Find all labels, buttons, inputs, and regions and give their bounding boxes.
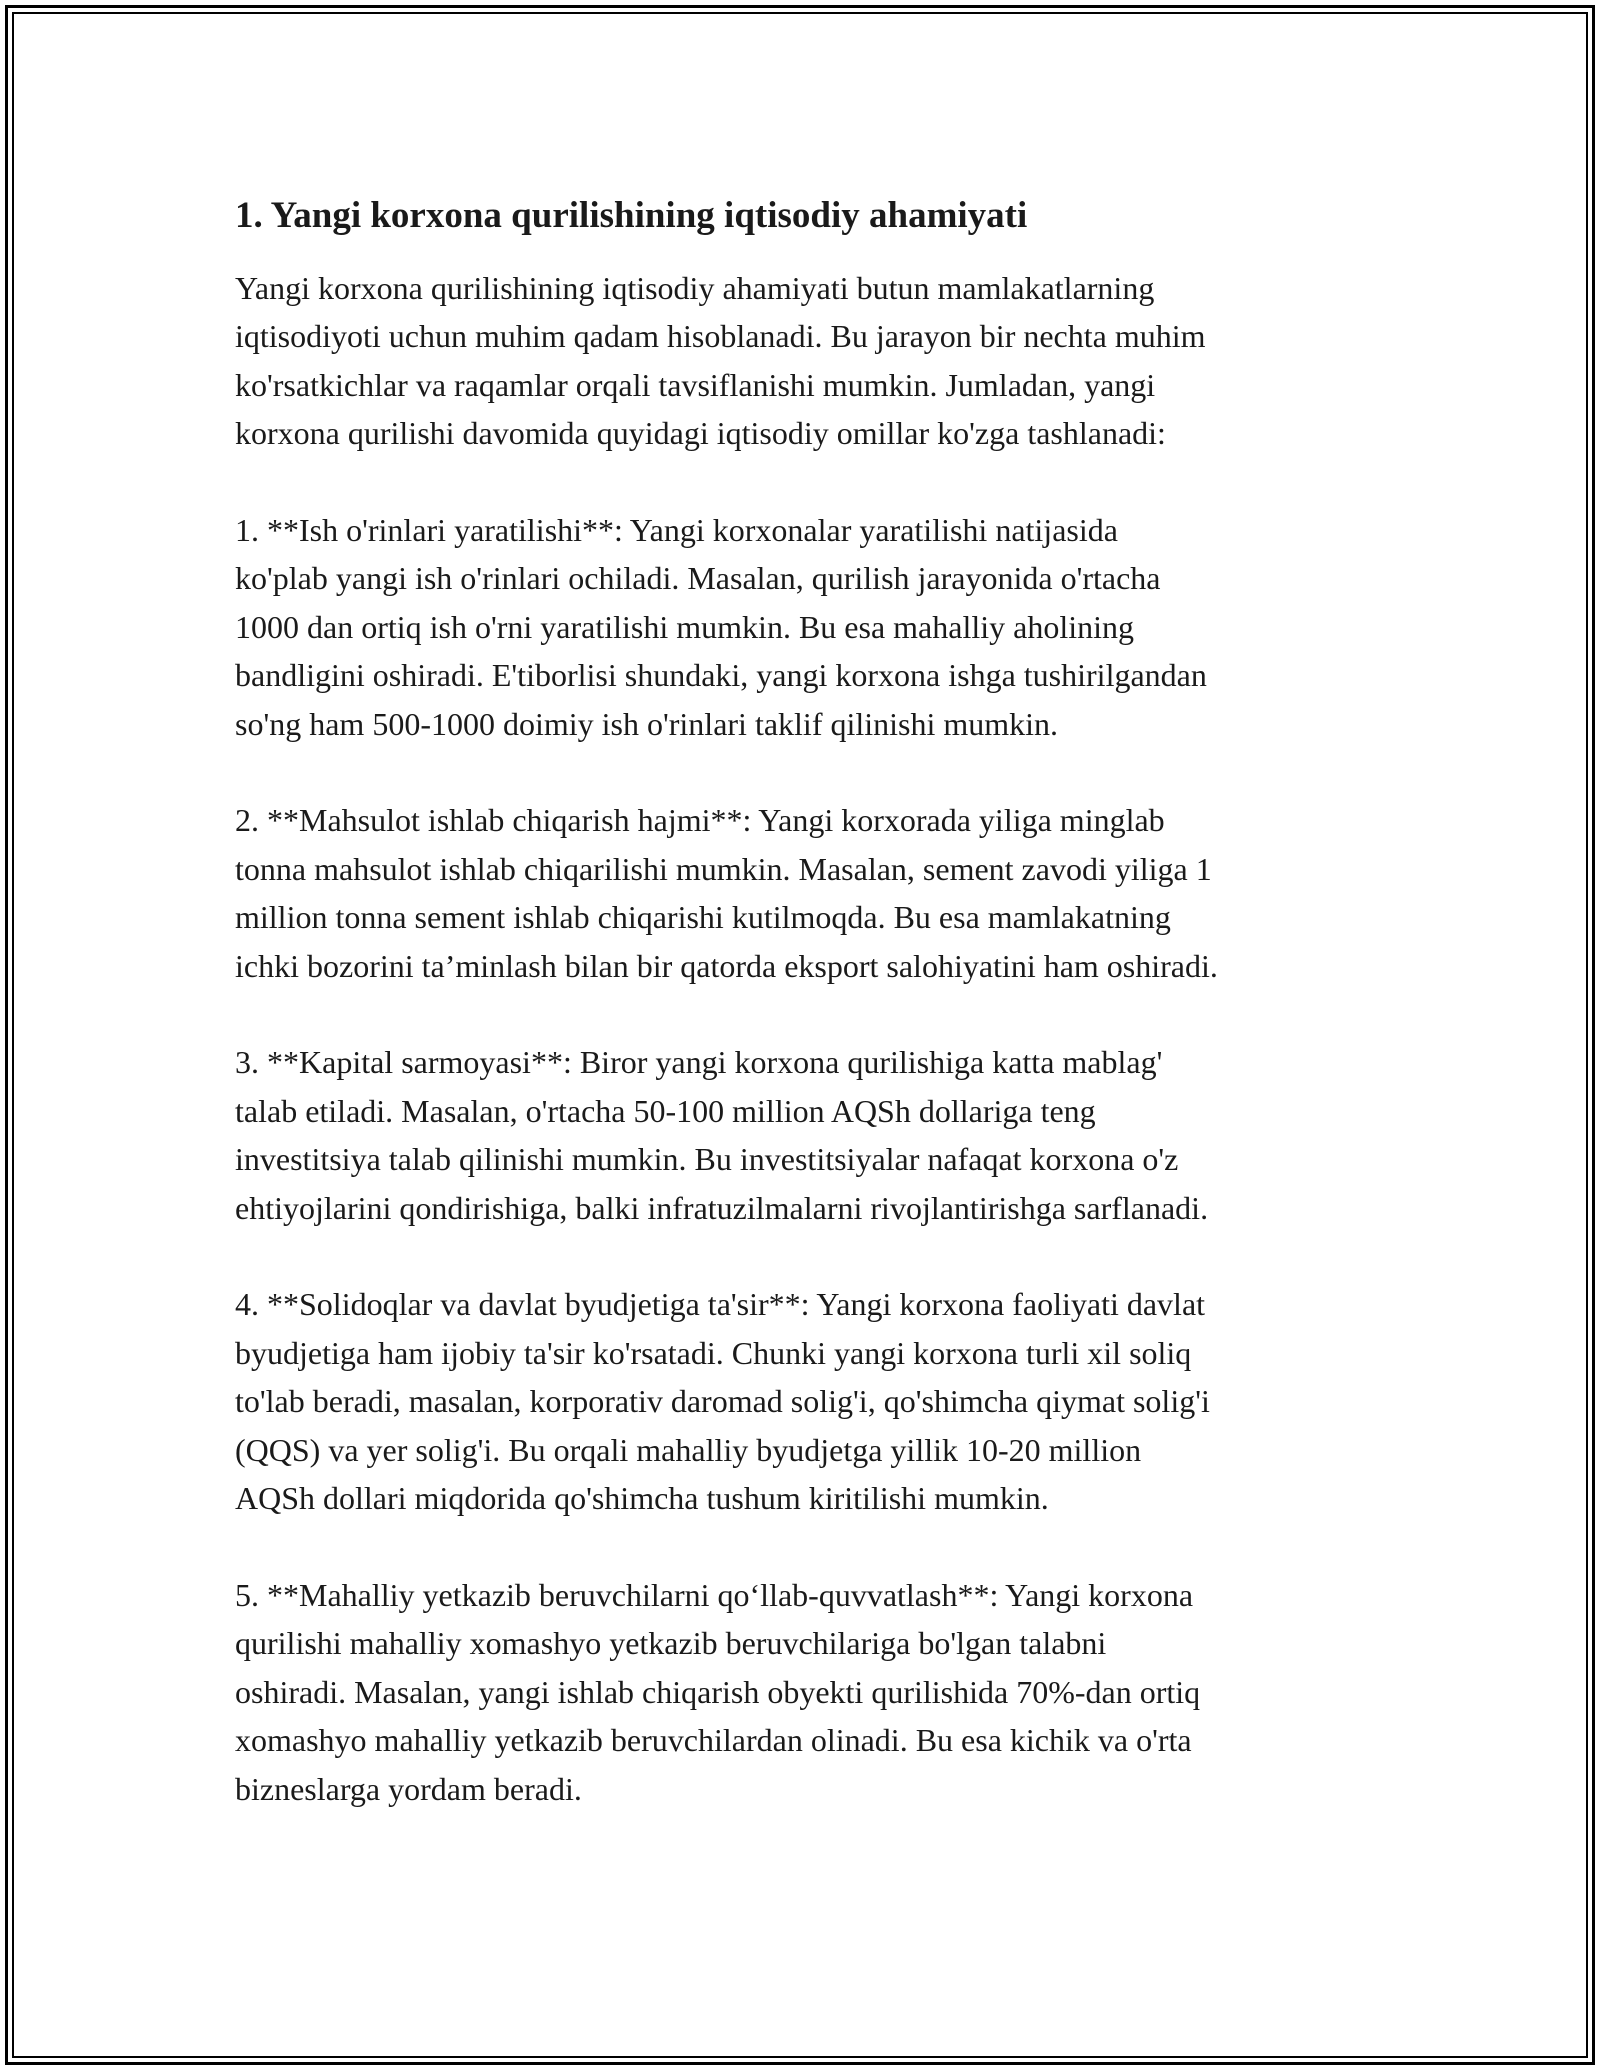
paragraph-capital-investment: 3. **Kapital sarmoyasi**: Biror yangi korxona qurilishiga katta mablag' talab etiladi. Masalan, o'rtacha 50-100 million AQSh dollariga teng investitsiya talab qilinishi mumkin. Bu investitsiyalar nafaqat korxona o'z ehtiyojlarini qondirishiga, balki infratuzilmalarni rivojlantirishga sarflanadi. bbox=[235, 1044, 1209, 1226]
document-title: 1. Yangi korxona qurilishining iqtisodiy ahamiyati bbox=[235, 195, 1028, 236]
paragraph-jobs: 1. **Ish o'rinlari yaratilishi**: Yangi korxonalar yaratilishi natijasida ko'plab yangi ish o'rinlari ochiladi. Masalan, qurilish jarayonida o'rtacha 1000 dan ortiq ish o'rni yaratilishi mumkin. Bu esa mahalliy aholining bandligini oshiradi. E'tiborlisi shundaki, yangi korxona ishga tushirilgandan so'ng ham 500-1000 doimiy ish o'rinlari taklif qilinishi mumkin. bbox=[235, 512, 1207, 742]
intro-paragraph: Yangi korxona qurilishining iqtisodiy ahamiyati butun mamlakatlarning iqtisodiyoti uchun muhim qadam hisoblanadi. Bu jarayon bir nechta muhim ko'rsatkichlar va raqamlar orqali tavsiflanishi mumkin. Jumladan, yangi korxona qurilishi davomida quyidagi iqtisodiy omillar ko'zga tashlanadi: bbox=[235, 270, 1206, 452]
document-body bbox=[235, 188, 1385, 1813]
paragraph-state-budget: 4. **Solidoqlar va davlat byudjetiga ta'sir**: Yangi korxona faoliyati davlat byudjetiga ham ijobiy ta'sir ko'rsatadi. Chunki yangi korxona turli xil soliq to'lab beradi, masalan, korporativ daromad solig'i, qo'shimcha qiymat solig'i (QQS) va yer solig'i. Bu orqali mahalliy byudjetga yillik 10-20 million AQSh dollari miqdorida qo'shimcha tushum kiritilishi mumkin. bbox=[235, 1286, 1210, 1517]
paragraph-production-volume: 2. **Mahsulot ishlab chiqarish hajmi**: Yangi korxorada yiliga minglab tonna mahsulot ishlab chiqarilishi mumkin. Masalan, sement zavodi yiliga 1 million tonna sement ishlab chiqarishi kutilmoqda. Bu esa mamlakatning ichki bozorini ta’minlash bilan bir qatorda eksport salohiyatini ham oshiradi. bbox=[235, 802, 1218, 984]
paragraph-local-suppliers: 5. **Mahalliy yetkazib beruvchilarni qo‘llab-quvvatlash**: Yangi korxona qurilishi mahalliy xomashyo yetkazib beruvchilariga bo'lgan talabni oshiradi. Masalan, yangi ishlab chiqarish obyekti qurilishida 70%-dan ortiq xomashyo mahalliy yetkazib beruvchilardan olinadi. Bu esa kichik va o'rta bizneslarga yordam beradi. bbox=[235, 1576, 1201, 1807]
